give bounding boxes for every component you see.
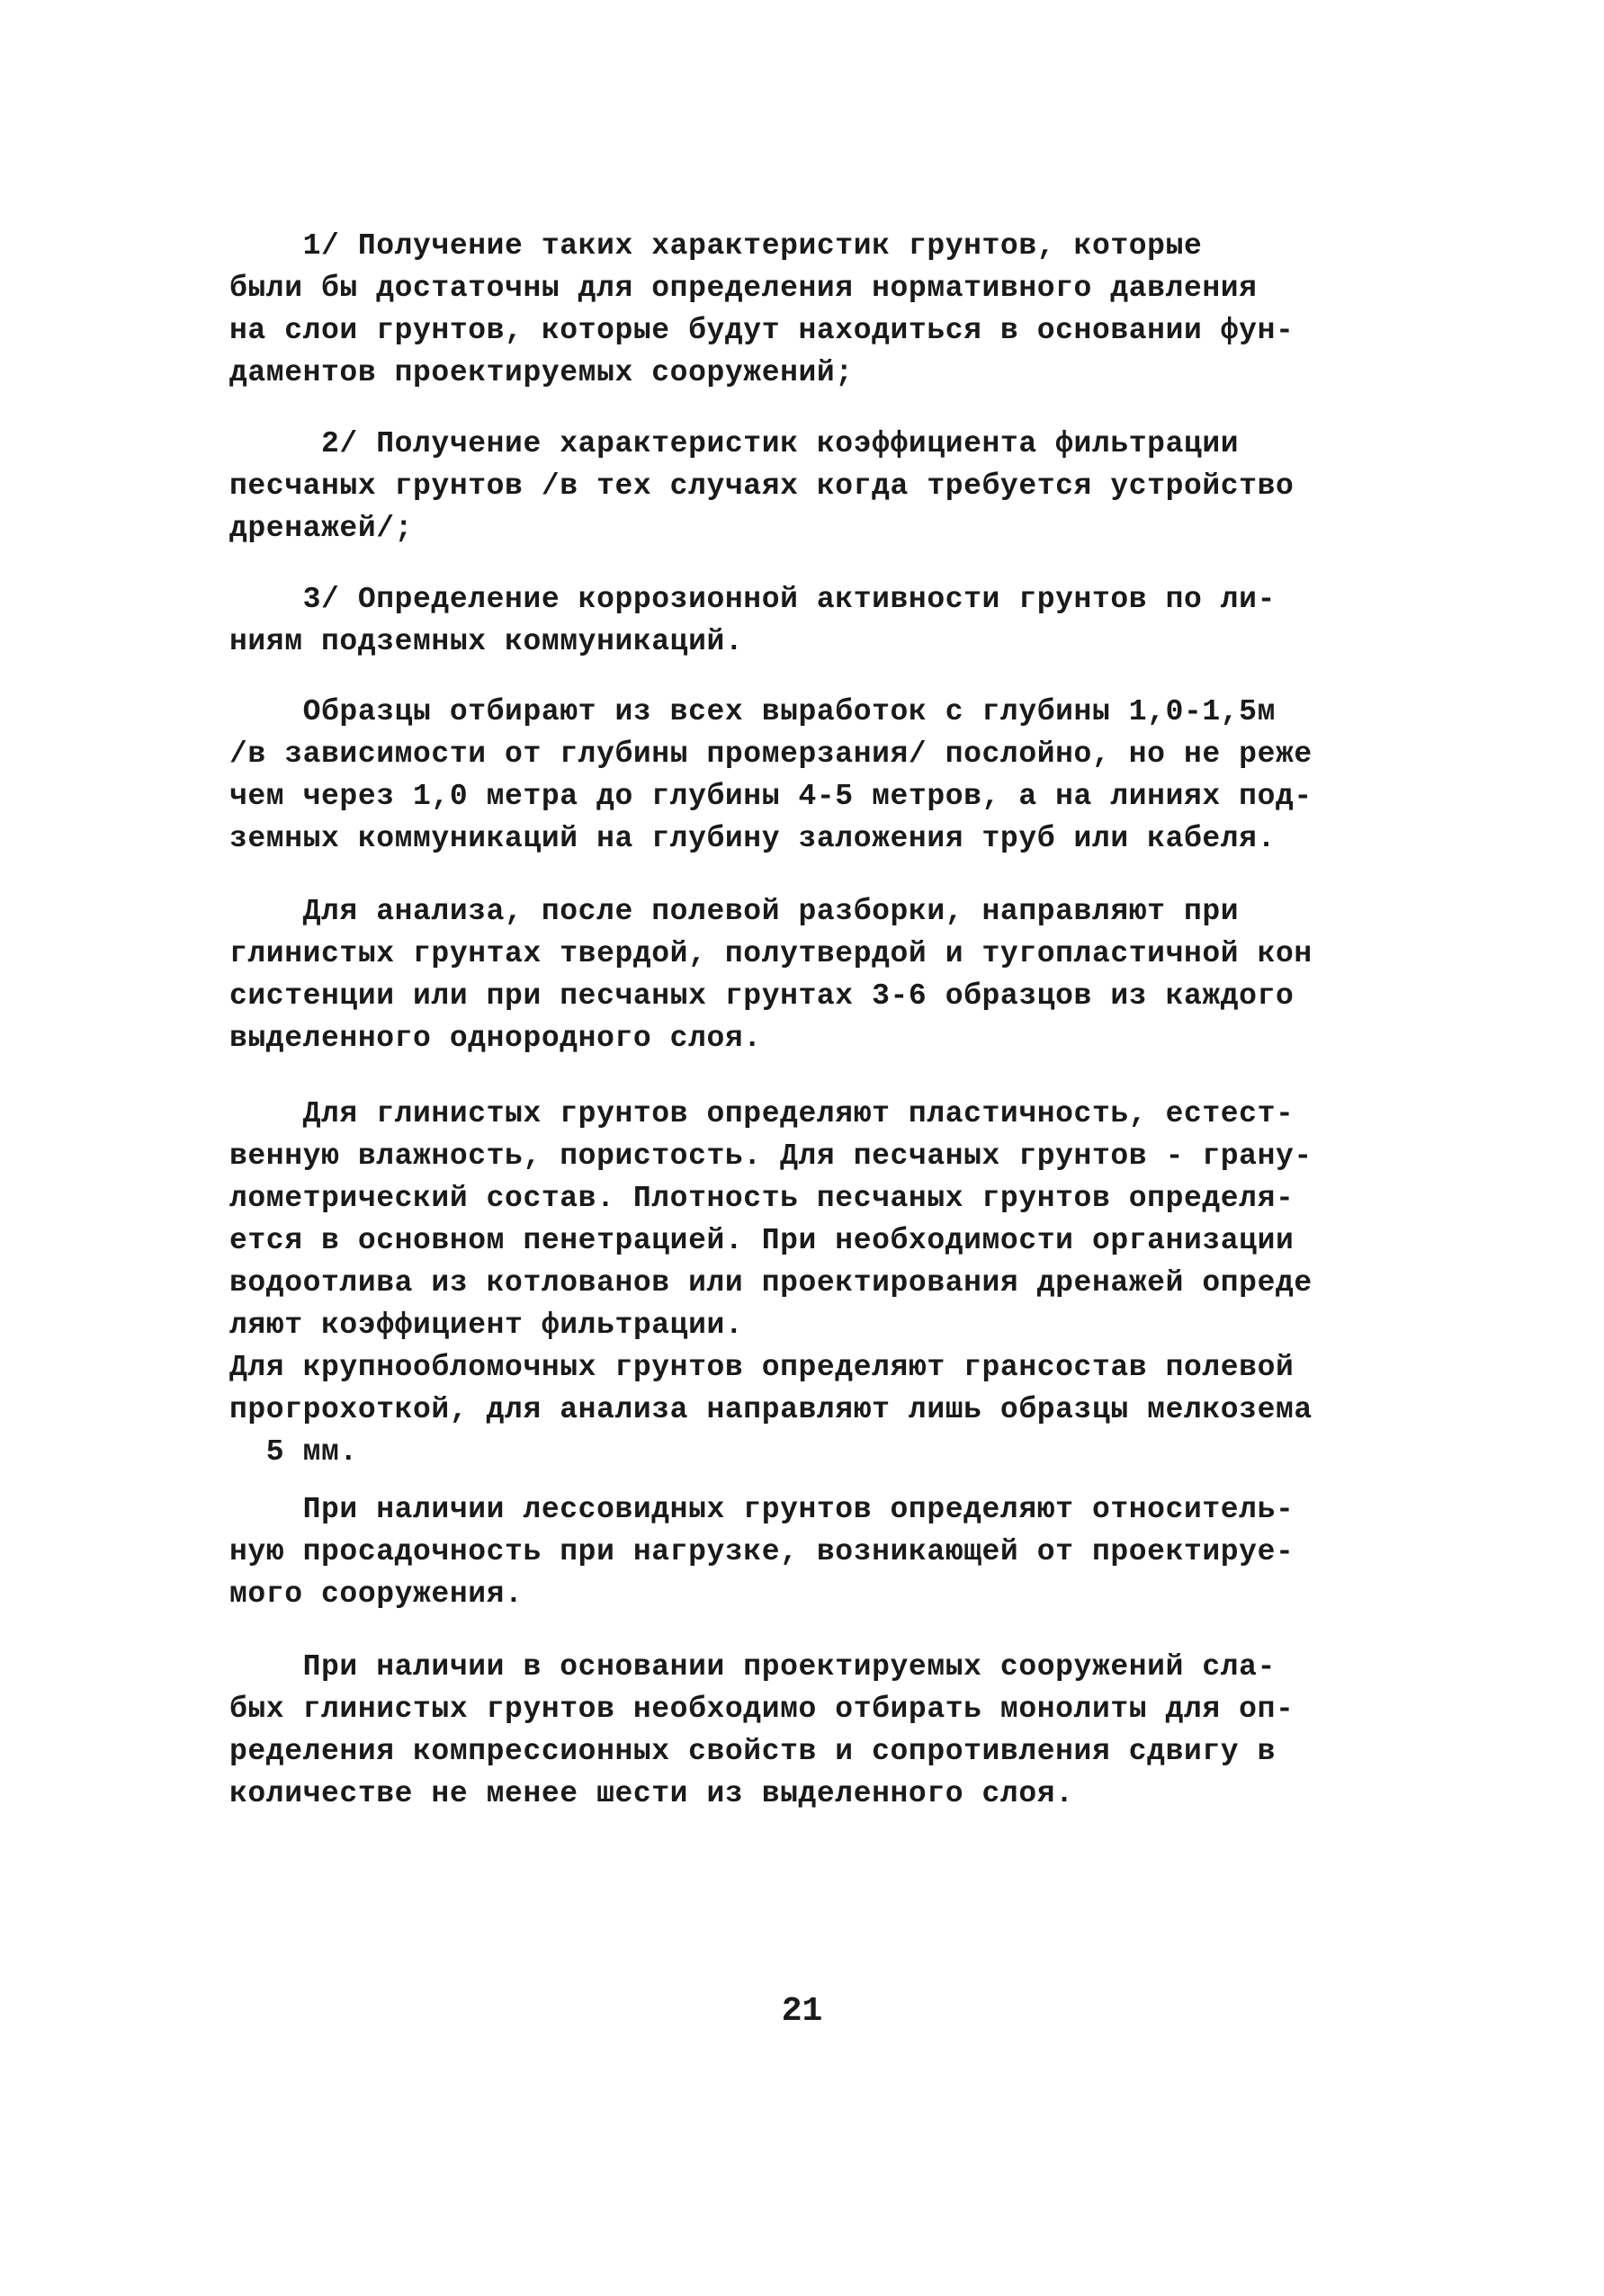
text-line: чем через 1,0 метра до глубины 4-5 метров, а на линиях под- <box>229 780 1313 813</box>
text-line: лометрический состав. Плотность песчаных грунтов определя- <box>229 1182 1295 1215</box>
text-line: были бы достаточны для определения нормативного давления <box>229 272 1258 305</box>
text-line: ниям подземных коммуникаций. <box>229 625 744 658</box>
text-line: /в зависимости от глубины промерзания/ послойно, но не реже <box>229 737 1313 771</box>
paragraph-samples <box>229 691 1390 860</box>
paragraph-loess <box>229 1488 1390 1615</box>
text-line: Для крупнообломочных грунтов определяют грансостав полевой <box>229 1351 1295 1384</box>
page-number: 21 <box>781 1992 823 2031</box>
text-line: 2/ Получение характеристик коэффициента фильтрации <box>229 427 1240 460</box>
text-line: При наличии в основании проектируемых сооружений сла- <box>229 1650 1276 1684</box>
text-line: ляют коэффициент фильтрации. <box>229 1309 744 1342</box>
paragraph-clay <box>229 1093 1390 1473</box>
text-line: дренажей/; <box>229 512 414 545</box>
text-line: 5 мм. <box>229 1435 358 1469</box>
text-line: бых глинистых грунтов необходимо отбирать монолиты для оп- <box>229 1693 1295 1726</box>
text-line: систенции или при песчаных грунтах 3-6 образцов из каждого <box>229 979 1295 1013</box>
text-line: ределения компрессионных свойств и сопротивления сдвигу в <box>229 1735 1276 1768</box>
text-line: ную просадочность при нагрузке, возникающей от проектируе- <box>229 1535 1295 1568</box>
paragraph-item-2 <box>229 423 1390 549</box>
paragraph-weak-clay <box>229 1646 1390 1815</box>
text-line: мого сооружения. <box>229 1577 524 1611</box>
text-line: Для анализа, после полевой разборки, направляют при <box>229 895 1240 928</box>
text-line: 3/ Определение коррозионной активности грунтов по ли- <box>229 583 1276 616</box>
text-line: на слои грунтов, которые будут находиться в основании фун- <box>229 314 1295 347</box>
text-line: Для глинистых грунтов определяют пластичность, естест- <box>229 1097 1295 1130</box>
paragraph-item-1 <box>229 225 1390 394</box>
text-line: даментов проектируемых сооружений; <box>229 356 854 389</box>
text-line: ется в основном пенетрацией. При необходимости организации <box>229 1224 1295 1257</box>
text-line: 1/ Получение таких характеристик грунтов, которые <box>229 229 1203 263</box>
text-line: выделенного однородного слоя. <box>229 1022 762 1055</box>
text-line: Образцы отбирают из всех выработок с глубины 1,0-1,5м <box>229 695 1276 728</box>
text-line: земных коммуникаций на глубину заложения труб или кабеля. <box>229 822 1276 855</box>
text-line: При наличии лессовидных грунтов определяют относитель- <box>229 1493 1295 1526</box>
text-line: количестве не менее шести из выделенного слоя. <box>229 1777 1074 1810</box>
text-line: водоотлива из котлованов или проектирования дренажей опреде <box>229 1266 1313 1300</box>
text-line: венную влажность, пористость. Для песчаных грунтов - грану- <box>229 1139 1313 1173</box>
text-line: песчаных грунтов /в тех случаях когда требуется устройство <box>229 469 1295 503</box>
paragraph-item-3 <box>229 578 1390 663</box>
text-line: прогрохоткой, для анализа направляют лишь образцы мелкозема <box>229 1393 1313 1426</box>
text-line: глинистых грунтах твердой, полутвердой и тугопластичной кон <box>229 937 1313 970</box>
paragraph-analysis <box>229 890 1390 1059</box>
